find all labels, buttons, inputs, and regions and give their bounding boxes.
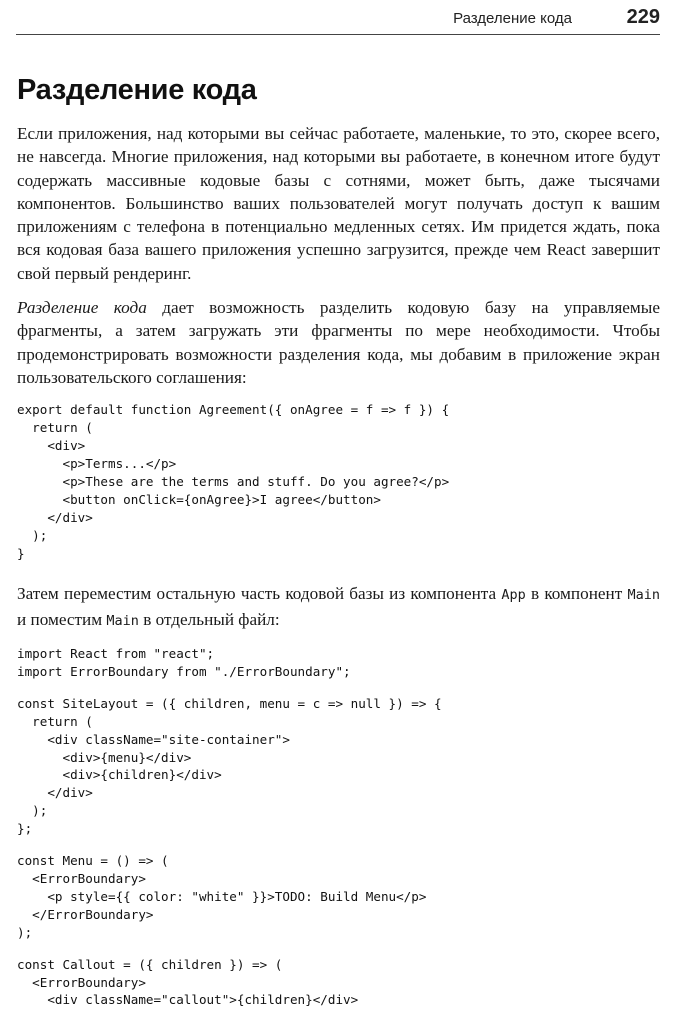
- inline-code-app: App: [501, 587, 526, 604]
- paragraph-move-main: [17, 582, 660, 633]
- page-content: [17, 72, 660, 1009]
- paragraph-move-main-text-2: в компонент: [525, 584, 628, 604]
- paragraph-move-main-text-1: Затем переместим остальную часть кодовой базы из компонента: [17, 584, 502, 604]
- inline-code-main: Main: [627, 587, 660, 604]
- paragraph-move-main-text-4: в отдельный файл:: [138, 609, 280, 629]
- page-number: 229: [626, 6, 660, 28]
- code-site-layout: const SiteLayout = ({ children, menu = c => null }) => { return ( <div className="site-container"> <div>{menu}</div> <div>{children}</div> </div> ); };: [17, 695, 442, 837]
- section-heading: Разделение кода: [17, 74, 257, 106]
- paragraph-code-splitting-text: дает возможность разделить кодовую базу на управляемые фрагменты, а затем загружать эти фрагменты по мере необходимости. Чтобы продемонстрировать возможности разделения кода, мы добавим в приложение экран пользовательского соглашения:: [17, 298, 660, 387]
- code-block-agreement: export default function Agreement({ onAgree = f => f }) { return ( <div> <p>Terms...</p> <p>These are the terms and stuff. Do you agree?</p> <button onClick={onAgree}>I agree</button> </div> ); }: [17, 402, 450, 561]
- term-code-splitting: Разделение кода: [17, 298, 147, 318]
- header-divider: [16, 34, 660, 35]
- code-block-main-file: [17, 645, 660, 1009]
- running-head-section-title: Разделение кода: [453, 10, 572, 27]
- running-head: [16, 6, 660, 34]
- inline-code-main-2: Main: [106, 612, 139, 629]
- code-callout: const Callout = ({ children }) => ( <ErrorBoundary> <div className="callout">{children}</div>: [17, 956, 359, 1008]
- code-imports: import React from "react"; import ErrorBoundary from "./ErrorBoundary";: [17, 646, 351, 679]
- paragraph-intro: Если приложения, над которыми вы сейчас работаете, маленькие, то это, скорее всего, не навсегда. Многие приложения, над которыми вы работаете, в конечном итоге будут содержать массивные кодовые базы с сотнями, может быть, даже тысячами компонентов. Большинство ваших пользователей могут получать доступ к вашим приложениям с телефона в потенциально медленных сетях. Им придется ждать, пока вся кодовая база вашего приложения успешно загрузится, прежде чем React завершит свой первый рендеринг.: [17, 124, 660, 283]
- paragraph-move-main-text-3: и поместим: [17, 609, 107, 629]
- code-menu: const Menu = () => ( <ErrorBoundary> <p style={{ color: "white" }}>TODO: Build Menu</p> </ErrorBoundary> );: [17, 853, 427, 940]
- paragraph-code-splitting: [17, 296, 660, 389]
